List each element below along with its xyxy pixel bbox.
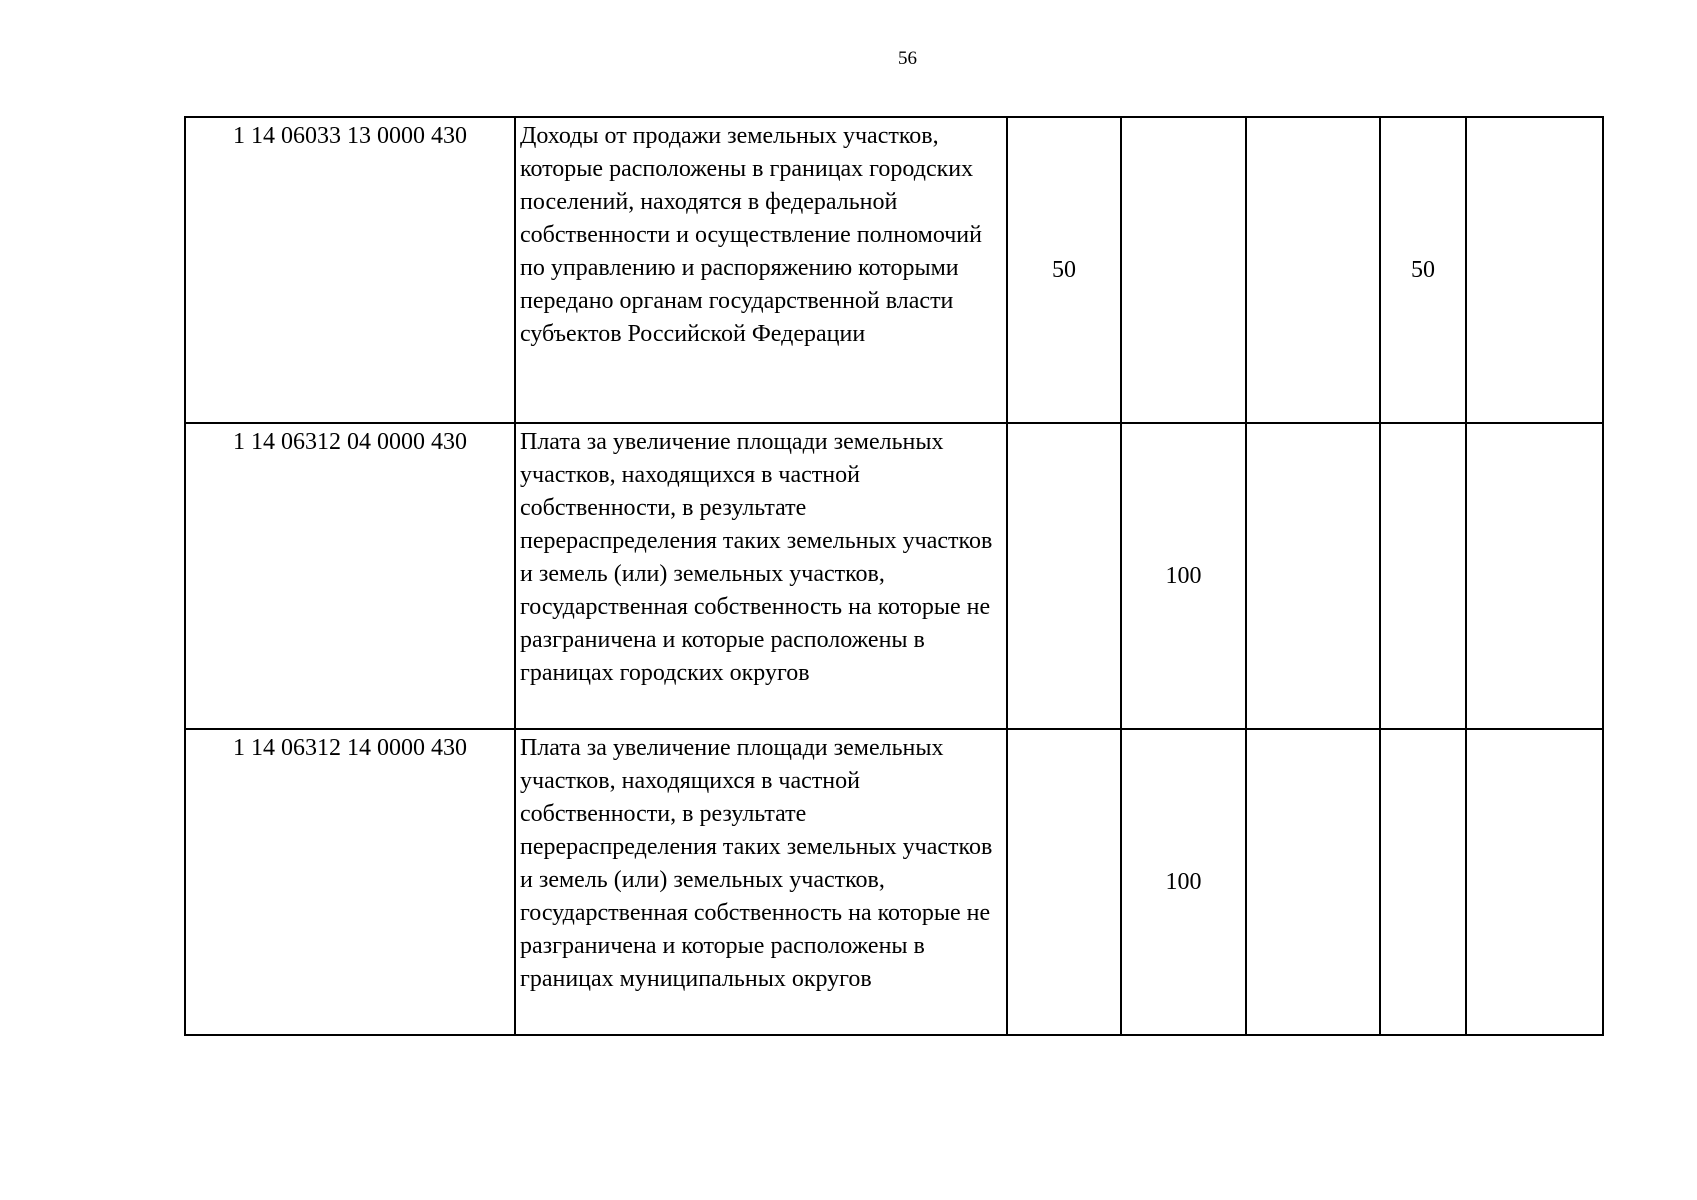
page-number: 56 [898, 48, 917, 69]
budget-code-cell: 1 14 06312 14 0000 430 [185, 729, 515, 1035]
revenue-table [184, 116, 1604, 1036]
value-cell-1: 50 [1007, 117, 1121, 423]
table-row [185, 423, 1603, 729]
value-cell-3 [1246, 423, 1380, 729]
description-cell: Плата за увеличение площади земельных участков, находящихся в частной собственности, в результате перераспределения таких земельных участков и земель (или) земельных участков, государственная собственность на которые не разграничена и которые расположены в границах городских округов [515, 423, 1007, 729]
value-cell-3 [1246, 117, 1380, 423]
value-cell-4: 50 [1380, 117, 1466, 423]
value-cell-2 [1121, 117, 1246, 423]
description-cell: Плата за увеличение площади земельных участков, находящихся в частной собственности, в результате перераспределения таких земельных участков и земель (или) земельных участков, государственная собственность на которые не разграничена и которые расположены в границах муниципальных округов [515, 729, 1007, 1035]
value-cell-5 [1466, 729, 1603, 1035]
value-cell-4 [1380, 423, 1466, 729]
value-cell-5 [1466, 117, 1603, 423]
value-cell-3 [1246, 729, 1380, 1035]
value-cell-5 [1466, 423, 1603, 729]
value-cell-1 [1007, 423, 1121, 729]
description-cell: Доходы от продажи земельных участков, которые расположены в границах городских поселений, находятся в федеральной собственности и осуществление полномочий по управлению и распоряжению которыми передано органам государственной власти субъектов Российской Федерации [515, 117, 1007, 423]
table-row [185, 729, 1603, 1035]
value-cell-4 [1380, 729, 1466, 1035]
table-row [185, 117, 1603, 423]
budget-code-cell: 1 14 06312 04 0000 430 [185, 423, 515, 729]
value-cell-2: 100 [1121, 423, 1246, 729]
value-cell-1 [1007, 729, 1121, 1035]
value-cell-2: 100 [1121, 729, 1246, 1035]
budget-code-cell: 1 14 06033 13 0000 430 [185, 117, 515, 423]
